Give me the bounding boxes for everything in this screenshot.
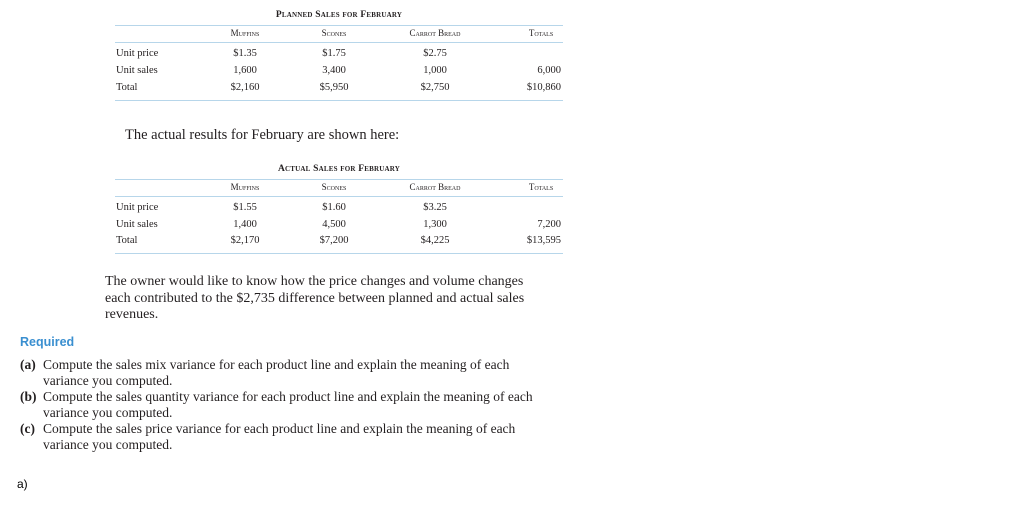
item-line: variance you computed. (43, 372, 173, 388)
actual-row-label: Unit price (116, 202, 159, 213)
required-item-c (20, 421, 600, 453)
actual-results-intro: The actual results for February are shown here: (125, 127, 400, 143)
actual-cell: 7,200 (537, 219, 561, 230)
paragraph-line: revenues. (105, 307, 159, 322)
item-line: Compute the sales mix variance for each product line and explain the meaning of each (43, 357, 510, 372)
planned-table-title: Planned Sales for February (275, 10, 403, 20)
actual-cell: $4,225 (420, 235, 450, 246)
actual-table-top-rule (115, 179, 563, 180)
item-label: (c) (20, 421, 35, 436)
planned-cell: 1,000 (423, 65, 447, 76)
actual-sales-table (115, 164, 563, 259)
actual-cell: $2,170 (230, 235, 260, 246)
planned-cell: $2.75 (423, 48, 447, 59)
planned-col-muffins: Muffins (230, 28, 260, 38)
planned-cell: $1.75 (322, 48, 346, 59)
planned-col-totals: Totals (528, 28, 554, 38)
actual-table-header-rule (115, 196, 563, 197)
actual-cell: $3.25 (423, 202, 447, 213)
planned-cell: 6,000 (537, 65, 561, 76)
actual-table-bottom-rule (115, 253, 563, 254)
planned-cell: $1.35 (233, 48, 257, 59)
actual-col-muffins: Muffins (230, 182, 260, 192)
planned-cell: $10,860 (526, 82, 561, 93)
planned-cell: $5,950 (319, 82, 349, 93)
actual-col-scones: Scones (321, 182, 347, 192)
actual-col-carrot-bread: Carrot Bread (409, 182, 461, 192)
actual-cell: 4,500 (322, 219, 346, 230)
planned-sales-table (115, 10, 563, 105)
actual-cell: 1,300 (423, 219, 447, 230)
item-line: variance you computed. (43, 404, 173, 420)
actual-row-label: Total (116, 235, 138, 246)
item-text (43, 357, 603, 389)
planned-row-label: Unit sales (116, 65, 158, 76)
actual-col-totals: Totals (528, 182, 554, 192)
planned-row-label: Unit price (116, 48, 159, 59)
actual-row-label: Unit sales (116, 219, 158, 230)
item-label: (b) (20, 389, 37, 404)
actual-table-title: Actual Sales for February (277, 164, 400, 174)
planned-cell: 3,400 (322, 65, 346, 76)
item-line: variance you computed. (43, 436, 173, 452)
actual-cell: $1.55 (233, 202, 257, 213)
planned-cell: $2,750 (420, 82, 450, 93)
planned-table-top-rule (115, 25, 563, 26)
owner-question-paragraph (105, 274, 605, 324)
answer-label-a[interactable]: a) (17, 477, 28, 491)
required-item-b (20, 389, 600, 421)
planned-table-header-rule (115, 42, 563, 43)
item-label: (a) (20, 357, 36, 372)
planned-cell: $2,160 (230, 82, 260, 93)
actual-cell: 1,400 (233, 219, 257, 230)
item-text (43, 389, 603, 421)
actual-cell: $13,595 (526, 235, 561, 246)
planned-col-carrot-bread: Carrot Bread (409, 28, 461, 38)
required-item-a (20, 357, 600, 389)
item-line: Compute the sales quantity variance for each product line and explain the meaning of each (43, 389, 533, 404)
required-heading: Required (20, 335, 75, 349)
item-text (43, 421, 603, 453)
paragraph-line: The owner would like to know how the price changes and volume changes (105, 274, 524, 289)
planned-cell: 1,600 (233, 65, 257, 76)
actual-cell: $1.60 (322, 202, 346, 213)
planned-row-label: Total (116, 82, 138, 93)
item-line: Compute the sales price variance for each product line and explain the meaning of each (43, 421, 516, 436)
planned-table-bottom-rule (115, 100, 563, 101)
actual-cell: $7,200 (319, 235, 349, 246)
paragraph-line: each contributed to the $2,735 difference between planned and actual sales (105, 290, 525, 306)
planned-col-scones: Scones (321, 28, 347, 38)
